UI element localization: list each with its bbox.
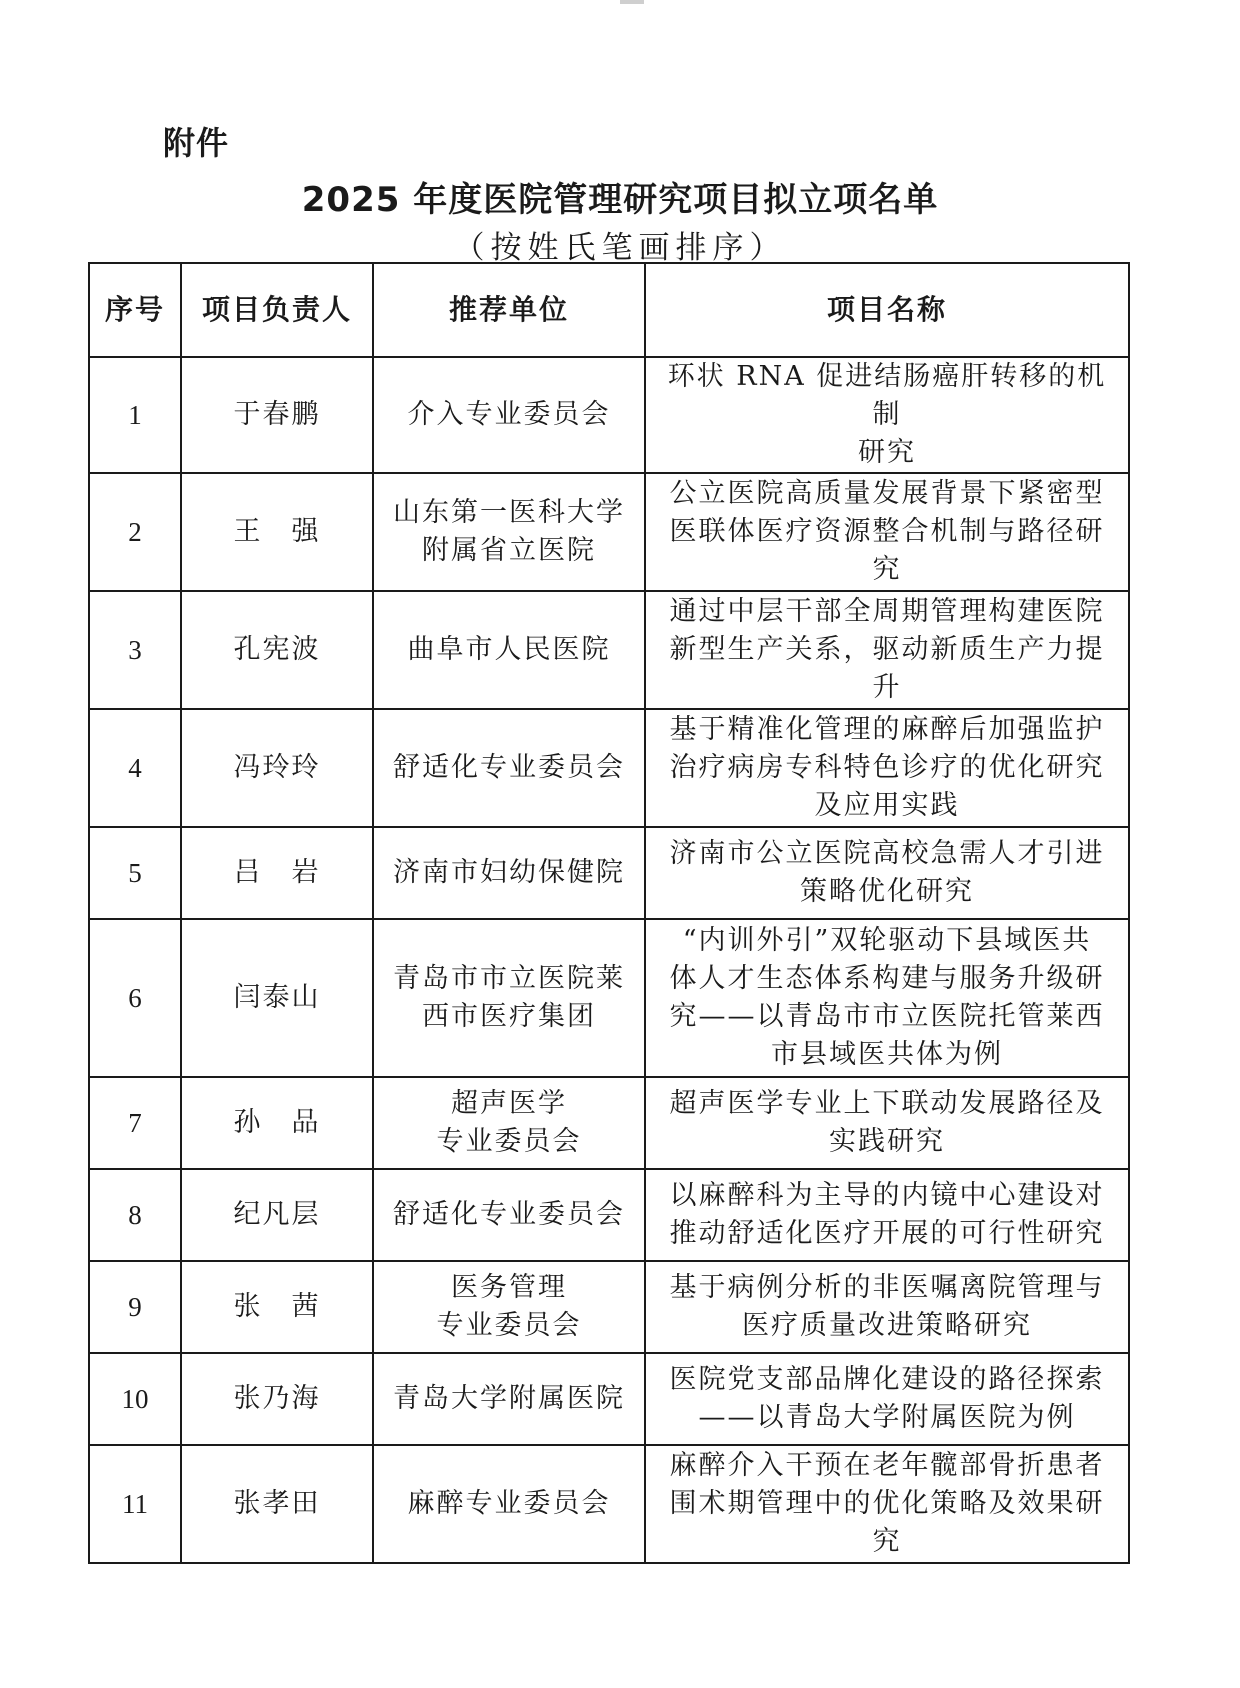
- title-line: 以麻醉科为主导的内镜中心建设对: [669, 1180, 1105, 1211]
- cell-project-title: [645, 473, 1129, 591]
- cell-index: 3: [89, 591, 181, 709]
- table-row: [89, 919, 1129, 1077]
- table-row: [89, 357, 1129, 473]
- cell-project-title: [645, 357, 1129, 473]
- header-index: 序号: [89, 263, 181, 357]
- cell-recommending-unit: [373, 1169, 645, 1261]
- cell-project-leader: 冯玲玲: [181, 709, 373, 827]
- cell-index: 7: [89, 1077, 181, 1169]
- scan-mark: [620, 0, 644, 4]
- unit-line: 医务管理: [451, 1272, 567, 1303]
- header-title: 项目名称: [645, 263, 1129, 357]
- title-line: 环状 RNA 促进结肠癌肝转移的机制: [667, 361, 1107, 430]
- unit-line: 专业委员会: [436, 1126, 582, 1157]
- unit-line: 专业委员会: [436, 1310, 582, 1341]
- title-line: 升: [872, 672, 902, 703]
- unit-line: 超声医学: [451, 1088, 567, 1119]
- title-line: 治疗病房专科特色诊疗的优化研究: [669, 752, 1105, 783]
- cell-project-title: [645, 1445, 1129, 1563]
- cell-index: 9: [89, 1261, 181, 1353]
- unit-line: 舒适化专业委员会: [393, 752, 625, 783]
- table-row: [89, 1353, 1129, 1445]
- cell-project-title: [645, 1261, 1129, 1353]
- title-line: 实践研究: [829, 1126, 945, 1157]
- unit-line: 曲阜市人民医院: [407, 634, 611, 665]
- cell-project-title: [645, 1169, 1129, 1261]
- title-line: 体人才生态体系构建与服务升级研: [669, 963, 1105, 994]
- title-line: 基于精准化管理的麻醉后加强监护: [669, 714, 1105, 745]
- cell-recommending-unit: [373, 1077, 645, 1169]
- cell-project-leader: 于春鹏: [181, 357, 373, 473]
- cell-index: 6: [89, 919, 181, 1077]
- unit-line: 麻醉专业委员会: [407, 1488, 611, 1519]
- cell-index: 8: [89, 1169, 181, 1261]
- cell-project-title: [645, 1077, 1129, 1169]
- title-line: 公立医院高质量发展背景下紧密型: [669, 478, 1105, 509]
- cell-project-leader: 王 强: [181, 473, 373, 591]
- title-line: 基于病例分析的非医嘱离院管理与: [669, 1272, 1105, 1303]
- cell-project-leader: 闫泰山: [181, 919, 373, 1077]
- title-line: 究——以青岛市市立医院托管莱西: [669, 1001, 1105, 1032]
- unit-line: 舒适化专业委员会: [393, 1199, 625, 1230]
- table-row: [89, 709, 1129, 827]
- document-subtitle: （按姓氏笔画排序）: [453, 230, 787, 266]
- cell-recommending-unit: [373, 919, 645, 1077]
- table-row: [89, 1169, 1129, 1261]
- unit-line: 青岛市市立医院莱: [393, 963, 625, 994]
- title-line: 医院党支部品牌化建设的路径探索: [669, 1364, 1105, 1395]
- cell-recommending-unit: [373, 827, 645, 919]
- project-table: [88, 262, 1130, 1564]
- title-line: 医联体医疗资源整合机制与路径研: [669, 516, 1105, 547]
- unit-line: 附属省立医院: [422, 535, 596, 566]
- title-line: 推动舒适化医疗开展的可行性研究: [669, 1218, 1105, 1249]
- cell-project-leader: 吕 岩: [181, 827, 373, 919]
- cell-project-title: [645, 919, 1129, 1077]
- title-line: 策略优化研究: [800, 876, 974, 907]
- cell-project-title: [645, 591, 1129, 709]
- table-row: [89, 827, 1129, 919]
- title-line: 及应用实践: [814, 790, 960, 821]
- cell-project-leader: 张孝田: [181, 1445, 373, 1563]
- document-title: 2025 年度医院管理研究项目拟立项名单: [301, 180, 939, 220]
- title-line: 究: [872, 554, 902, 585]
- unit-line: 介入专业委员会: [407, 399, 611, 430]
- attachment-label: 附件: [163, 124, 230, 162]
- header-leader: 项目负责人: [181, 263, 373, 357]
- cell-project-leader: 张 茜: [181, 1261, 373, 1353]
- table-row: [89, 1077, 1129, 1169]
- title-line: 围术期管理中的优化策略及效果研: [669, 1488, 1105, 1519]
- table-row: [89, 1261, 1129, 1353]
- header-unit: 推荐单位: [373, 263, 645, 357]
- table-row: [89, 591, 1129, 709]
- table-header-row: [89, 263, 1129, 357]
- cell-recommending-unit: [373, 1353, 645, 1445]
- cell-index: 10: [89, 1353, 181, 1445]
- unit-line: 青岛大学附属医院: [393, 1383, 625, 1414]
- title-line: 超声医学专业上下联动发展路径及: [669, 1088, 1105, 1119]
- table-body: [89, 357, 1129, 1563]
- unit-line: 济南市妇幼保健院: [393, 857, 625, 888]
- title-line: 市县域医共体为例: [771, 1039, 1003, 1070]
- title-line: 麻醉介入干预在老年髋部骨折患者: [669, 1450, 1105, 1481]
- unit-line: 山东第一医科大学: [393, 497, 625, 528]
- cell-recommending-unit: [373, 1261, 645, 1353]
- cell-project-leader: 纪凡层: [181, 1169, 373, 1261]
- title-line: 研究: [858, 437, 916, 468]
- cell-recommending-unit: [373, 473, 645, 591]
- cell-index: 1: [89, 357, 181, 473]
- cell-recommending-unit: [373, 357, 645, 473]
- cell-index: 5: [89, 827, 181, 919]
- cell-project-title: [645, 709, 1129, 827]
- cell-project-title: [645, 827, 1129, 919]
- title-line: 医疗质量改进策略研究: [742, 1310, 1032, 1341]
- title-line: “内训外引”双轮驱动下县域医共: [682, 925, 1092, 956]
- cell-project-leader: 张乃海: [181, 1353, 373, 1445]
- cell-project-title: [645, 1353, 1129, 1445]
- title-line: 究: [872, 1526, 902, 1557]
- cell-recommending-unit: [373, 709, 645, 827]
- unit-line: 西市医疗集团: [422, 1001, 596, 1032]
- title-line: 新型生产关系，驱动新质生产力提: [669, 634, 1105, 665]
- cell-project-leader: 孙 品: [181, 1077, 373, 1169]
- cell-recommending-unit: [373, 1445, 645, 1563]
- title-line: ——以青岛大学附属医院为例: [698, 1402, 1076, 1433]
- table-row: [89, 1445, 1129, 1563]
- cell-project-leader: 孔宪波: [181, 591, 373, 709]
- title-line: 济南市公立医院高校急需人才引进: [669, 838, 1105, 869]
- cell-index: 11: [89, 1445, 181, 1563]
- cell-index: 2: [89, 473, 181, 591]
- title-line: 通过中层干部全周期管理构建医院: [669, 596, 1105, 627]
- cell-recommending-unit: [373, 591, 645, 709]
- cell-index: 4: [89, 709, 181, 827]
- table-row: [89, 473, 1129, 591]
